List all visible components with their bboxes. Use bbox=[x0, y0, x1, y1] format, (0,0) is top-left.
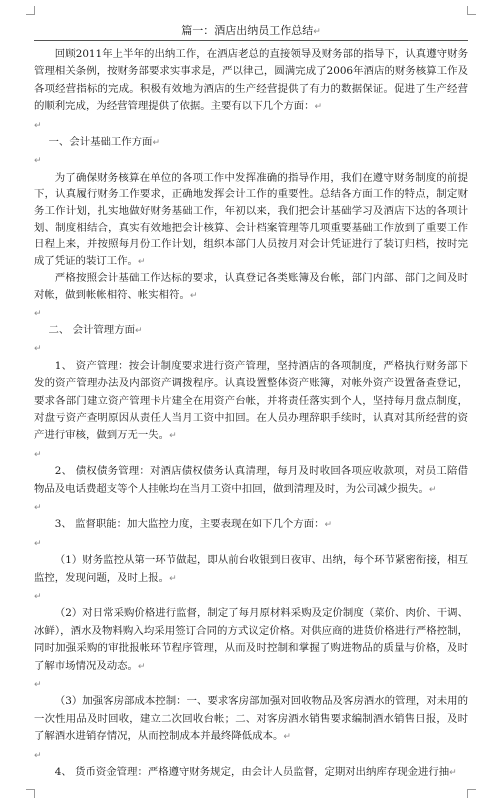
crop-mark-bottom-right bbox=[467, 789, 476, 798]
paragraph-text: 3、 监督职能：加大监控力度，主要表现在如下几个方面： bbox=[54, 518, 325, 531]
paragraph-text: 二、 会计管理方面 bbox=[48, 323, 135, 336]
paragraph-text: 为了确保财务核算在单位的各项工作中发挥准确的指导作用，我们在遵守财务制度的前提下，认真履行财务工作要求，正确地发挥会计工作的重要性。总结各方面工作的特点，制定财务工作计划，扎实地做好财务基础工作，年初以来，我们把会计基础学习及酒店下达的各项计划、制度相结合，真实有效地把会计核算、会计档案管理等几项重要基础工作放到了重要工作日程上来，并按照每月份工作计划，组织本部门人员按月对会计凭证进行了装订归档，按时完成了凭证的装订工作。 bbox=[34, 171, 468, 267]
paragraph-mark: ↵ bbox=[152, 138, 160, 149]
paragraph-text: 1、 资产管理：按会计制度要求进行资产管理，坚持酒店的各项制度，严格执行财务部下发的资产管理办法及内部资产调拨程序。认真设置整体资产账簿，对帐外资产设置备查登记，要求各部门建立资产管理卡片建全在用资产台帐，并将责任落实到个人，坚持每月盘点制度，对盘亏资产查明原因从责任人当月工资中扣回。在人员办理辞职手续时，认真对其所经营的资产进行审核，做到万无一失。 bbox=[34, 359, 468, 442]
section-heading bbox=[34, 134, 468, 152]
body-paragraph bbox=[34, 764, 468, 782]
paragraph-text: 4、 货币资金管理：严格遵守财务规定，由会计人员监督，定期对出纳库存现金进行抽 bbox=[54, 766, 450, 778]
crop-mark-top-right bbox=[467, 6, 476, 15]
body-paragraph bbox=[34, 516, 468, 534]
blank-line bbox=[34, 747, 468, 764]
body-paragraph bbox=[34, 693, 468, 746]
paragraph-text: 回顾2011年上半年的出纳工作，在酒店老总的直接领导及财务部的指导下，认真遵守财务管理相关条例，按财务部要求实事求是，严以律己，圆满完成了2006年酒店的财务核算工作及各项经营指标的完成。积极有效地为酒店的生产经营提供了有力的数据保证。促进了生产经营的顺利完成，为经营管理提供了依据。主要有以下几个方面： bbox=[34, 48, 468, 113]
crop-mark-bottom-left bbox=[26, 789, 35, 798]
paragraph-mark: ↵ bbox=[34, 344, 42, 355]
body-paragraph bbox=[34, 463, 468, 499]
paragraph-mark: ↵ bbox=[34, 750, 42, 761]
paragraph-mark: ↵ bbox=[34, 120, 42, 131]
body-paragraph bbox=[34, 270, 468, 304]
paragraph-text: （3）加强客房部成本控制：一、要求客房部加强对回收物品及客房酒水的管理，对未用的一次性用品及时回收，建立二次回收台帐；二、对客房酒水销售要求编制酒水销售日报，及时了解酒水进销存情况，从而控制成本并最终降低成本。 bbox=[34, 695, 468, 743]
paragraph-mark: ↵ bbox=[137, 256, 146, 267]
paragraph-mark: ↵ bbox=[34, 538, 42, 549]
paragraph-mark: ↵ bbox=[449, 768, 457, 778]
paragraph-mark: ↵ bbox=[189, 290, 198, 301]
body-paragraph bbox=[34, 358, 468, 446]
blank-line bbox=[34, 117, 468, 134]
paragraph-mark: ↵ bbox=[137, 661, 146, 672]
body-paragraph bbox=[34, 552, 468, 588]
paragraph-mark: ↵ bbox=[324, 520, 333, 531]
paragraph-mark: ↵ bbox=[283, 732, 291, 743]
paragraph-mark: ↵ bbox=[34, 502, 42, 513]
body-paragraph bbox=[34, 605, 468, 676]
paragraph-mark: ↵ bbox=[169, 573, 177, 584]
paragraph-mark: ↵ bbox=[34, 449, 42, 460]
crop-mark-top-left bbox=[26, 6, 35, 15]
blank-line bbox=[34, 676, 468, 693]
blank-line bbox=[34, 305, 468, 322]
header-rule bbox=[34, 40, 468, 41]
paragraph-mark: ↵ bbox=[169, 431, 177, 442]
blank-line bbox=[34, 446, 468, 463]
paragraph-mark: ↵ bbox=[134, 325, 143, 336]
paragraph-mark: ↵ bbox=[34, 308, 42, 319]
paragraph-mark: ↵ bbox=[34, 680, 42, 690]
body-paragraph bbox=[34, 46, 468, 117]
section-heading bbox=[34, 322, 468, 340]
paragraph-text: 严格按照会计基础工作达标的要求，认真登记各类账簿及台帐，部门内部、部门之间及时对帐，做到帐帐相符、帐实相符。 bbox=[34, 272, 468, 301]
blank-line bbox=[34, 535, 468, 552]
paragraph-mark: ↵ bbox=[428, 484, 437, 495]
paragraph-mark: ↵ bbox=[34, 156, 42, 167]
blank-line bbox=[34, 340, 468, 357]
document-title: 篇一：酒店出纳员工作总结↵ bbox=[181, 24, 321, 37]
paragraph-mark: ↵ bbox=[314, 102, 323, 113]
body-paragraph bbox=[34, 170, 468, 271]
paragraph-mark: ↵ bbox=[34, 591, 42, 602]
document-body bbox=[34, 46, 468, 782]
blank-line bbox=[34, 588, 468, 605]
blank-line bbox=[34, 152, 468, 169]
blank-line bbox=[34, 499, 468, 516]
paragraph-text: （1）财务监控从第一环节做起，即从前台收银到日夜审、出纳，每个环节紧密衔接，相互监控，发现问题，及时上报。 bbox=[34, 554, 468, 584]
paragraph-text: 2、 债权债务管理：对酒店债权债务认真清理，每月及时收回各项应收款项，对员工陪借物品及电话费超支等个人挂帐均在当月工资中扣回，做到清理及时，为公司减少损失。 bbox=[34, 465, 468, 495]
paragraph-text: （2）对日常采购价格进行监督，制定了每月原材料采购及定价制度（菜价、肉价、干调、冰鲜），酒水及物料购入均采用签订合同的方式议定价格。对供应商的进货价格进行严格控制，同时加强采购的审批报帐环节程序管理，从而及时控制和掌握了购进物品的质量与价格，及时了解市场情况及动态。 bbox=[34, 607, 468, 672]
paragraph-text: 一、会计基础工作方面 bbox=[48, 136, 153, 149]
